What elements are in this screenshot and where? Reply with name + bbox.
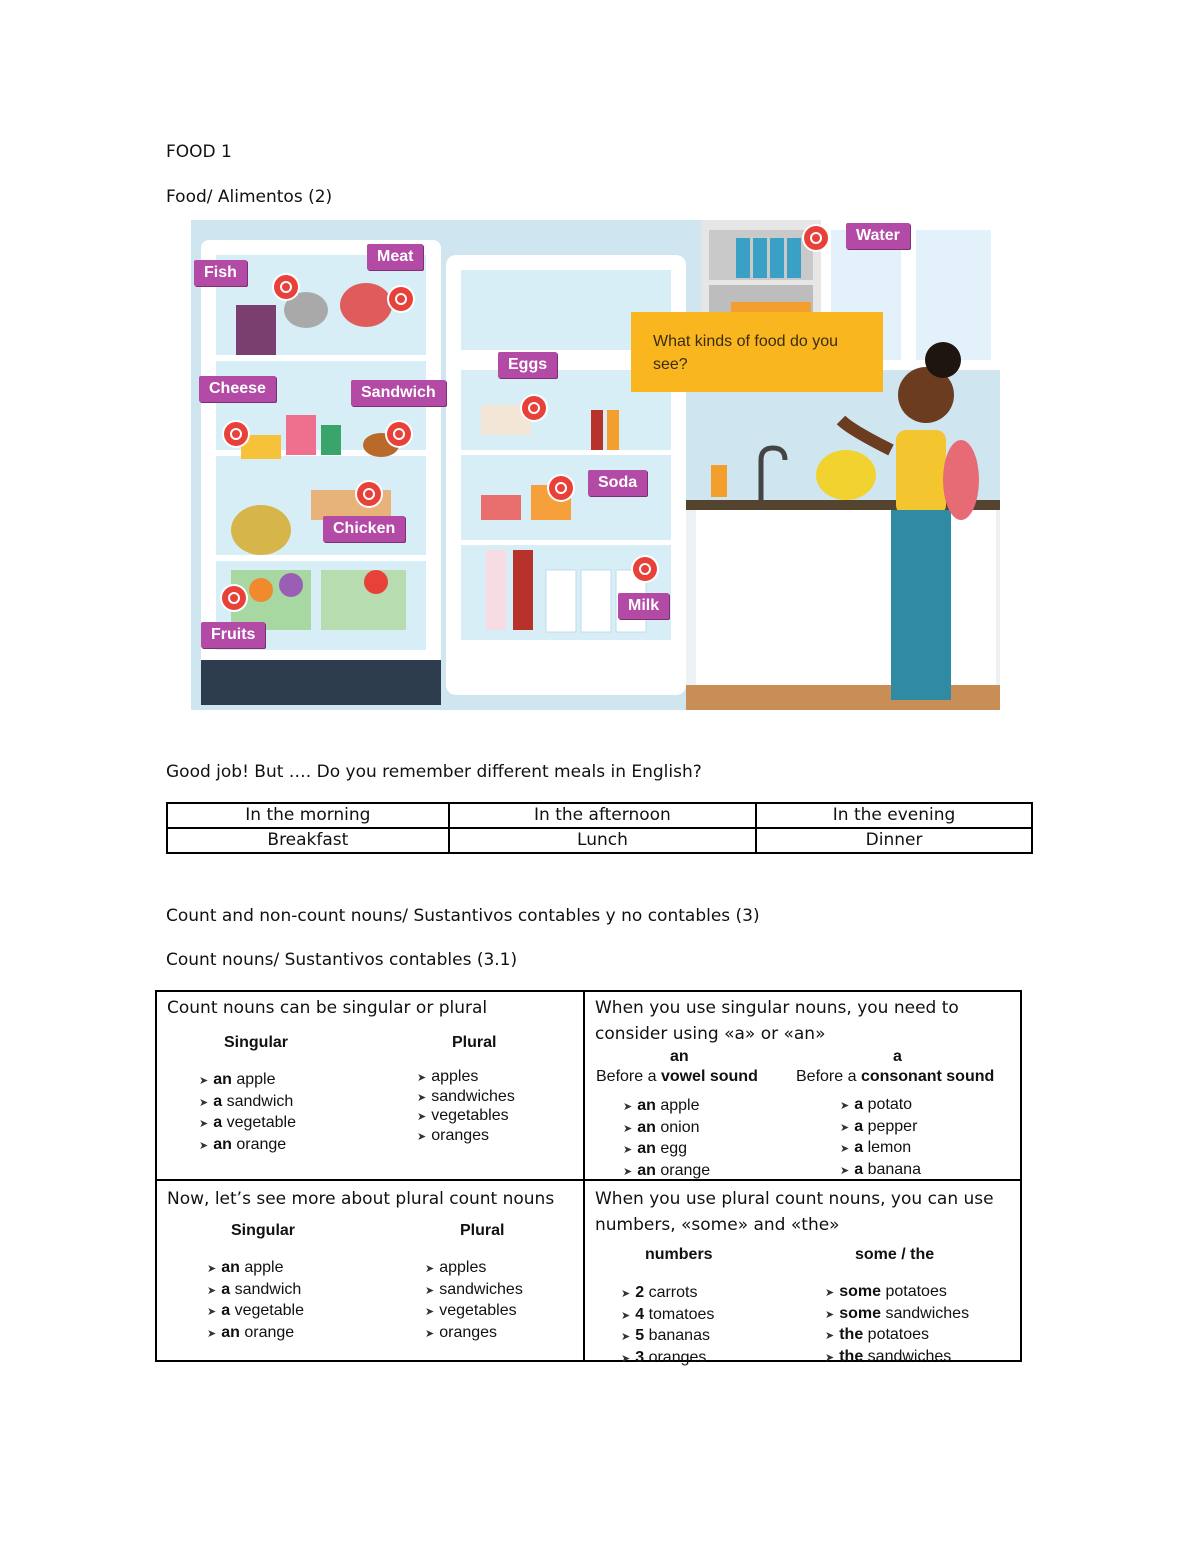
a-subheading: Before a consonant sound [796,1068,995,1085]
singular-heading: Singular [231,1222,296,1239]
singular-list [207,1258,304,1344]
an-heading: an [670,1048,689,1065]
some-the-heading: some / the [855,1246,935,1263]
list-item: ➤ 4 tomatoes [621,1305,714,1327]
list-item: ➤ a vegetable [207,1301,304,1323]
cell-title: Now, let’s see more about plural count nouns [167,1189,555,1209]
label-water[interactable]: Water [846,223,910,249]
list-item: ➤ 2 carrots [621,1283,714,1305]
cheese-target-icon[interactable] [224,422,248,446]
list-item: ➤ a sandwich [207,1280,304,1302]
table-cell: In the evening [756,803,1032,828]
label-eggs[interactable]: Eggs [498,352,557,378]
list-item: ➤ a sandwich [199,1092,296,1114]
list-item: ➤ vegetables [425,1301,523,1323]
list-item: ➤ sandwiches [417,1088,515,1108]
list-item: ➤ a potato [840,1095,921,1117]
divider [583,992,585,1360]
meals-prompt: Good job! But …. Do you remember different meals in English? [166,762,702,782]
label-soda[interactable]: Soda [588,470,647,496]
fish-target-icon[interactable] [274,275,298,299]
list-item: ➤ an apple [207,1258,304,1280]
table-cell: Lunch [449,828,756,853]
label-milk[interactable]: Milk [618,593,669,619]
section-food-heading: Food/ Alimentos (2) [166,187,333,207]
label-fish[interactable]: Fish [194,260,247,286]
list-item: ➤ an orange [207,1323,304,1345]
list-item: ➤ some potatoes [825,1282,969,1304]
eggs-target-icon[interactable] [522,396,546,420]
cell-title: When you use singular nouns, you need to consider using «a» or «an» [595,998,959,1044]
list-item: ➤ an apple [199,1070,296,1092]
meals-table [166,802,1033,854]
table-row [167,828,1032,853]
some-the-list [825,1282,969,1368]
label-chicken[interactable]: Chicken [323,516,405,542]
list-item: ➤ 3 oranges [621,1348,714,1370]
water-target-icon[interactable] [804,226,828,250]
list-item: ➤ apples [417,1068,515,1088]
table-cell: Dinner [756,828,1032,853]
list-item: ➤ an egg [623,1139,710,1161]
list-item: ➤ the sandwiches [825,1347,969,1369]
an-subheading: Before a vowel sound [596,1068,758,1085]
a-heading: a [893,1048,902,1065]
list-item: ➤ an apple [623,1096,710,1118]
kitchen-scene [191,220,1000,710]
list-item: ➤ an onion [623,1118,710,1140]
label-sandwich[interactable]: Sandwich [351,380,446,406]
milk-target-icon[interactable] [633,557,657,581]
chicken-target-icon[interactable] [357,482,381,506]
section-count-heading: Count and non-count nouns/ Sustantivos contables y no contables (3) [166,906,760,926]
fruits-target-icon[interactable] [222,586,246,610]
list-item: ➤ some sandwiches [825,1304,969,1326]
table-row [167,803,1032,828]
a-list [840,1095,921,1181]
plural-heading: Plural [452,1034,497,1051]
table-cell: In the afternoon [449,803,756,828]
numbers-list [621,1283,714,1369]
list-item: ➤ sandwiches [425,1280,523,1302]
an-list [623,1096,710,1182]
list-item: ➤ an orange [623,1161,710,1183]
list-item: ➤ 5 bananas [621,1326,714,1348]
speech-bubble: What kinds of food do you see? [631,312,883,392]
singular-list [199,1070,296,1156]
singular-heading: Singular [224,1034,289,1051]
list-item: ➤ a lemon [840,1138,921,1160]
list-item: ➤ a banana [840,1160,921,1182]
list-item: ➤ a vegetable [199,1113,296,1135]
soda-target-icon[interactable] [549,476,573,500]
list-item: ➤ apples [425,1258,523,1280]
list-item: ➤ an orange [199,1135,296,1157]
plural-heading: Plural [460,1222,505,1239]
plural-list [425,1258,523,1344]
table-cell: In the morning [167,803,449,828]
list-item: ➤ oranges [425,1323,523,1345]
page-title: FOOD 1 [166,142,232,162]
cell-title: When you use plural count nouns, you can use numbers, «some» and «the» [595,1189,994,1235]
plural-list [417,1068,515,1146]
meat-target-icon[interactable] [389,287,413,311]
label-cheese[interactable]: Cheese [199,376,276,402]
numbers-heading: numbers [645,1246,713,1263]
label-fruits[interactable]: Fruits [201,622,265,648]
list-item: ➤ a pepper [840,1117,921,1139]
kitchen-illustration [191,220,1000,710]
sandwich-target-icon[interactable] [387,422,411,446]
list-item: ➤ the potatoes [825,1325,969,1347]
list-item: ➤ oranges [417,1127,515,1147]
list-item: ➤ vegetables [417,1107,515,1127]
count-nouns-grid [155,990,1022,1366]
table-cell: Breakfast [167,828,449,853]
section-count-nouns-heading: Count nouns/ Sustantivos contables (3.1) [166,950,518,970]
cell-title: Count nouns can be singular or plural [167,998,488,1018]
label-meat[interactable]: Meat [367,244,423,270]
